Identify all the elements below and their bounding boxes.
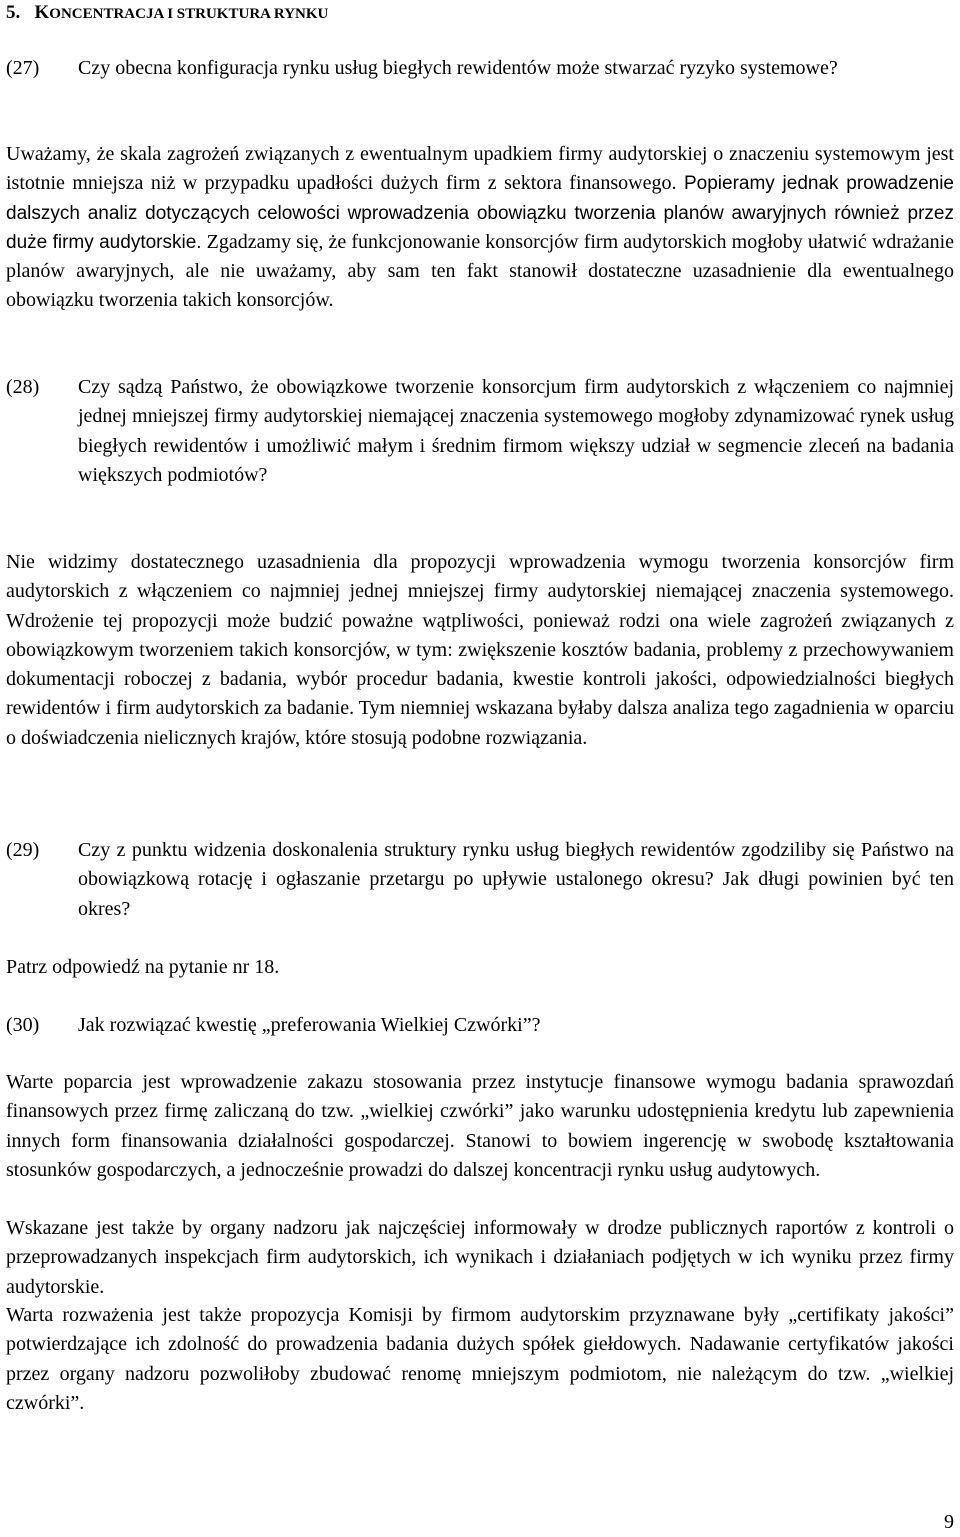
answer-27 bbox=[6, 140, 954, 316]
answer-27-part3: Zgadzamy się, że funkcjonowanie konsorcjów firm audytorskich mogłoby ułatwić wdrażanie planów awaryjnych, ale nie uważamy, aby sam ten fakt stanowił dostateczne uzasadnienie dla ewentualnego obowiązku tworzenia takich konsorcjów. bbox=[6, 230, 955, 312]
answer-27-part1: Uważamy, że skala zagrożeń związanych z ewentualnym upadkiem firmy audytorskiej o znaczeniu systemowym jest istotnie mniejsza niż w przypadku upadłości dużych firm z sektora finansowego. bbox=[6, 143, 954, 195]
page-number: 9 bbox=[944, 1511, 954, 1533]
question-number: (29) bbox=[6, 839, 40, 861]
section-title-initial: K bbox=[34, 2, 50, 23]
answer-30-paragraph-3: Warta rozważenia jest także propozycja Komisji by firmom audytorskim przyznawane były „certifikaty jakości” potwierdzające ich zdolność do prowadzenia badania dużych spółek giełdowych. Nadawanie certyfikatów jakości przez organy nadzoru pozwoliłoby zbudować renomę mniejszym podmiotom, nie należącym do tzw. „wielkiej czwórki”. bbox=[6, 1304, 954, 1414]
question-number: (27) bbox=[6, 57, 40, 79]
answer-27-part2: Popieramy jednak prowadzenie dalszych analiz dotyczących celowości wprowadzenia obowiązku tworzenia planów awaryjnych również przez duże firmy audytorskie. bbox=[6, 173, 955, 253]
answer-28: Nie widzimy dostatecznego uzasadnienia dla propozycji wprowadzenia wymogu tworzenia konsorcjów firm audytorskich z włączeniem co najmniej jednej mniejszej firmy audytorskiej niemającej znaczenia systemowego. Wdrożenie tej propozycji może budzić poważne wątpliwości, ponieważ rodzi ona wiele zagrożeń związanych z obowiązkowym tworzeniem takich konsorcjów, w tym: zwiększenie kosztów badania, problemy z przechowywaniem dokumentacji roboczej z badania, wybór procedur badania, kwestie kontroli jakości, odpowiedzialności biegłych rewidentów i firm audytorskich za badanie. Tym niemniej wskazana byłaby dalsza analiza tego zagadnienia w oparciu o doświadczenia nielicznych krajów, które stosują podobne rozwiązania. bbox=[6, 551, 954, 749]
question-30 bbox=[6, 1011, 954, 1040]
question-number: (28) bbox=[6, 376, 40, 398]
question-29 bbox=[6, 836, 954, 924]
question-number: (30) bbox=[6, 1014, 40, 1036]
section-number: 5. bbox=[6, 2, 21, 23]
answer-30-paragraph-1: Warte poparcia jest wprowadzenie zakazu stosowania przez instytucje finansowe wymogu badania sprawozdań finansowych przez firmę zaliczaną do tzw. „wielkiej czwórki” jako warunku udostępnienia kredytu lub zapewnienia innych form finansowania działalności gospodarczej. Stanowi to bowiem ingerencję w swobodę kształtowania stosunków gospodarczych, a jednocześnie prowadzi do dalszej koncentracji rynku usług audytowych. bbox=[6, 1071, 954, 1181]
section-heading bbox=[6, 0, 328, 27]
question-27 bbox=[6, 54, 954, 83]
answer-29: Patrz odpowiedź na pytanie nr 18. bbox=[6, 956, 280, 978]
answer-30-paragraph-2: Wskazane jest także by organy nadzoru jak najczęściej informowały w drodze publicznych raportów z kontroli o przeprowadzanych inspekcjach firm audytorskich, ich wynikach i działaniach podjętych w ich wyniku przez firmy audytorskie. bbox=[6, 1217, 954, 1298]
question-28 bbox=[6, 373, 954, 490]
question-text: Czy sądzą Państwo, że obowiązkowe tworzenie konsorcjum firm audytorskich z włączeniem co najmniej jednej mniejszej firmy audytorskiej niemającej znaczenia systemowego mogłoby zdynamizować rynek usług biegłych rewidentów i umożliwić małym i średnim firmom większy udział w segmencie zleceń na badania większych podmiotów? bbox=[78, 376, 954, 486]
question-text: Jak rozwiązać kwestię „preferowania Wielkiej Czwórki”? bbox=[78, 1014, 541, 1036]
section-title-rest: ONCENTRACJA I STRUKTURA RYNKU bbox=[49, 6, 329, 22]
question-text: Czy obecna konfiguracja rynku usług biegłych rewidentów może stwarzać ryzyko systemowe? bbox=[78, 57, 838, 79]
question-text: Czy z punktu widzenia doskonalenia struktury rynku usług biegłych rewidentów zgodziliby się Państwo na obowiązkową rotację i ogłaszanie przetargu po upływie ustalonego okresu? Jak długi powinien być ten okres? bbox=[78, 839, 954, 920]
